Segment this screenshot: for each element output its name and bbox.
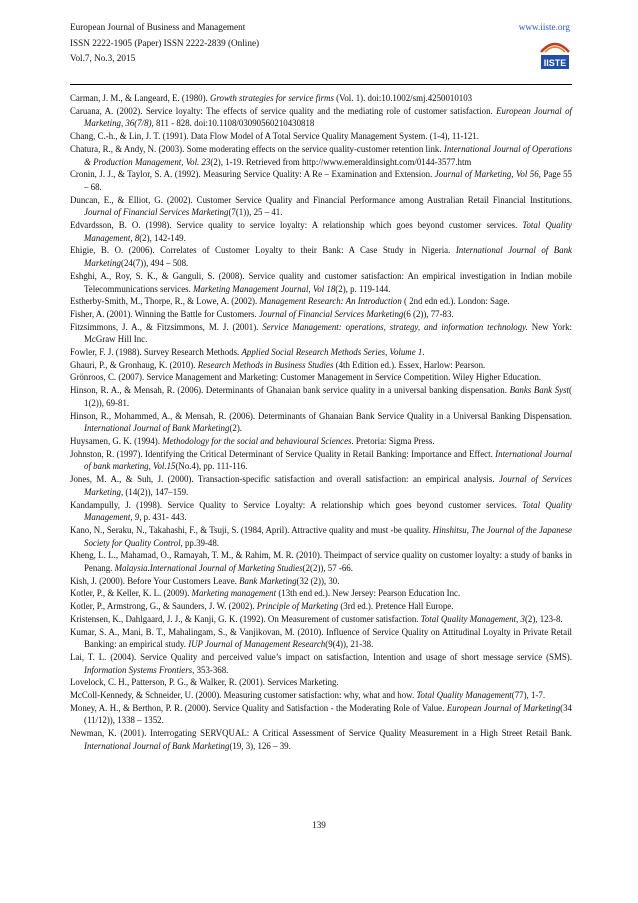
volume-line: Vol.7, No.3, 2015: [70, 53, 136, 64]
reference-entry: [70, 626, 572, 651]
reference-text: Kumar, S. A., Mani, B. T., Mahalingam, S., & Vanjikovan, M. (2010). Influence of Service Quality on Attitudinal Loyalty in Private Retail Banking: an empirical study.: [70, 626, 572, 650]
reference-text: (2), 1-19. Retrieved from http://www.emeraldinsight.com/0144-3577.htm: [210, 156, 472, 167]
reference-source-title: Principle of Marketing: [256, 601, 339, 612]
reference-list: [70, 92, 572, 753]
reference-text: Fisher, A. (2001). Winning the Battle for Customers.: [70, 308, 259, 319]
reference-source-title: Service Management: operations, strategy, and information technology.: [262, 321, 528, 332]
reference-entry: [70, 143, 572, 168]
reference-text: Lai, T. L. (2004). Service Quality and perceived value’s impact on satisfaction, Intention and usage of short message service (SMS).: [70, 651, 572, 662]
reference-entry: [70, 194, 572, 219]
issn-line: ISSN 2222-1905 (Paper) ISSN 2222-2839 (Online): [70, 37, 260, 48]
reference-source-title: Marketing management: [191, 588, 277, 599]
reference-text: Edvardsson, B. O. (1998). Service quality to service loyalty: A relationship which goes beyond customer services.: [70, 220, 523, 231]
reference-text: Estherby-Smith, M., Thorpe, R., & Lowe, A. (2002).: [70, 296, 260, 307]
reference-entry: [70, 575, 572, 588]
reference-text: Carman, J. M., & Langeard, E. (1980).: [70, 93, 210, 103]
reference-source-title: European Journal of Marketing: [446, 702, 561, 713]
reference-text: Eshghi, A., Roy, S. K., & Ganguli, S. (2008). Service quality and customer satisfaction: An empirical investigation in Indian mobile Telecommunications services.: [70, 270, 572, 294]
reference-source-title: Methodology for the social and behavioural Sciences.: [162, 435, 354, 446]
reference-text: (Vol. 1). doi:10.1002/smj.4250010103: [333, 93, 473, 103]
reference-source-title: European Journal of Marketing, 36(7/8): [84, 105, 572, 129]
reference-entry: [70, 702, 572, 727]
reference-source-title: Bank Marketing: [239, 575, 297, 586]
reference-text: New York: McGraw Hill Inc.: [84, 321, 572, 345]
reference-text: Chang, C.-h., & Lin, J. T. (1991). Data Flow Model of A Total Service Quality Management System. (1-4), 11-121.: [70, 131, 479, 142]
reference-source-title: Growth strategies for service firms: [210, 93, 334, 103]
reference-text: (2), 142-149.: [139, 232, 186, 243]
reference-text: , pp.39-48.: [180, 537, 220, 548]
reference-text: Newman, K. (2001). Interrogating SERVQUAL: A Critical Assessment of Service Quality Measurement in a High Street Retail Bank.: [70, 728, 572, 739]
reference-text: Kheng, L. L., Mahamad, O., Ramayah, T. M., & Rahim, M. R. (2010). Theimpact of service quality on customer loyalty: a study of banks in Penang.: [70, 550, 572, 574]
reference-text: Johnston, R. (1997). Identifying the Critical Determinant of Service Quality in Retail Banking: Importance and Effect.: [70, 448, 496, 459]
reference-text: Jones, M. A., & Suh, J. (2000). Transaction-specific satisfaction and overall satisfaction: an empirical analysis.: [70, 474, 500, 485]
reference-text: (24(7)), 494 – 508.: [120, 258, 189, 269]
reference-text: (2(2)), 57 -66.: [302, 563, 353, 574]
reference-entry: [70, 359, 572, 372]
reference-text: (13th end ed.). New Jersey: Pearson Education Inc.: [276, 588, 461, 599]
reference-text: , Page 55 – 68.: [84, 169, 572, 192]
reference-source-title: International Journal of Operations & Production Management, Vol. 23: [84, 143, 572, 167]
reference-entry: [70, 524, 572, 549]
reference-source-title: Total Quality Management: [416, 690, 512, 701]
reference-entry: [70, 244, 572, 269]
header-divider: [70, 84, 572, 85]
reference-source-title: Banks Bank Syst: [509, 385, 570, 396]
reference-text: (14(2)), 147–159.: [123, 486, 189, 497]
reference-text: Kotler, P., Armstrong, G., & Saunders, J. W. (2002).: [70, 601, 257, 612]
reference-entry: [70, 321, 572, 346]
reference-source-title: International Journal of Bank Marketing: [84, 245, 572, 269]
reference-entry: [70, 549, 572, 574]
reference-source-title: Journal of Financial Services Marketing: [84, 207, 229, 218]
reference-text: (4th Edition ed.). Essex, Harlow: Pearson.: [333, 359, 486, 370]
reference-entry: [70, 168, 572, 193]
reference-text: Hinson, R., Mohammed, A., & Mensah, R. (2006). Determinants of Ghanaian Bank Service Quality in a Universal Banking Dispensation.: [70, 410, 572, 421]
reference-source-title: Research Methods in Business Studies: [197, 359, 334, 370]
reference-text: (7(1)), 25 – 41.: [228, 207, 283, 218]
reference-entry: [70, 308, 572, 321]
reference-text: (34 (11/12)), 1338 – 1352.: [84, 702, 572, 726]
reference-text: Ghauri, P., & Gronhaug, K. (2010).: [70, 359, 198, 370]
reference-entry: [70, 676, 572, 689]
reference-text: Ehigie, B. O. (2006). Correlates of Customer Loyalty to their Bank: A Case Study in Nigeria.: [70, 245, 456, 256]
reference-text: Kristensen, K., Dahlgaard, J. J., & Kanji, G. K. (1992). On Measurement of customer satisfaction.: [70, 613, 421, 624]
reference-source-title: Journal of Marketing, Vol 56: [434, 169, 539, 180]
reference-source-title: Journal of Services Marketing,: [84, 474, 572, 497]
reference-source-title: International Journal of Bank Marketing: [84, 740, 230, 751]
reference-entry: [70, 689, 572, 702]
reference-text: Lovelock, C. H., Patterson, P. G., & Walker, R. (2001). Services Marketing.: [70, 677, 339, 688]
reference-entry: [70, 499, 572, 524]
reference-entry: [70, 435, 572, 448]
reference-source-title: Applied Social Research Methods Series, Volume 1: [241, 347, 423, 358]
reference-text: Cronin, J. J., & Taylor, S. A. (1992). Measuring Service Quality: A Re – Examination and Extension.: [70, 169, 435, 180]
page-header: [70, 20, 570, 67]
reference-text: (9(4)), 21-38.: [325, 639, 374, 650]
reference-text: Kotler, P., & Keller, K. L. (2009).: [70, 588, 192, 599]
reference-source-title: Information Systems Frontiers: [84, 664, 193, 675]
reference-text: Duncan, E., & Elliot, G. (2002). Customer Service Quality and Financial Performance among Australian Retail Financial Institutions.: [70, 194, 572, 205]
reference-entry: [70, 130, 572, 143]
reference-text: McColl-Kennedy, & Schneider, U. (2000). Measuring customer satisfaction: why, what and how.: [70, 690, 417, 701]
reference-entry: [70, 219, 572, 244]
reference-source-title: International Journal of Bank Marketing: [84, 423, 230, 434]
reference-text: (No.4), pp. 111-116.: [175, 461, 248, 472]
reference-entry: [70, 410, 572, 435]
reference-entry: [70, 92, 572, 105]
page-number: 139: [312, 820, 326, 830]
reference-text: Caruana, A. (2002). Service loyalty: The effects of service quality and the mediating role of customer satisfaction.: [70, 105, 497, 116]
reference-source-title: Hinshitsu, The Journal of the Japanese Society for Quality Control: [84, 524, 572, 548]
reference-source-title: Total Quality Management, 8: [84, 220, 572, 243]
reference-source-title: Management Research: An Introduction: [259, 296, 402, 307]
reference-text: (2).: [229, 423, 243, 434]
reference-entry: [70, 448, 572, 473]
reference-text: Pretoria: Sigma Press.: [353, 435, 435, 446]
reference-text: Fitzsimmons, J. A., & Fitzsimmons, M. J. (2001).: [70, 321, 263, 332]
reference-entry: [70, 371, 572, 384]
reference-entry: [70, 600, 572, 613]
reference-text: (32 (2)), 30.: [296, 575, 340, 586]
reference-source-title: Total Quality Management, 9: [84, 499, 572, 523]
reference-text: , 811 - 828. doi:10.1108/03090560210430818: [151, 118, 315, 129]
reference-text: Kano, N., Seraku, N., Takahashi, F., & Tsuji, S. (1984, April). Attractive quality and must -be quality.: [70, 524, 433, 535]
reference-text: , 353-368.: [192, 664, 229, 675]
reference-source-title: Malaysia.International Journal of Marketing Studies: [114, 563, 303, 574]
reference-entry: [70, 105, 572, 130]
reference-text: Hinson, R. A., & Mensah, R. (2006). Determinants of Ghanaian bank service quality in a universal banking dispensation.: [70, 385, 510, 396]
reference-text: Kish, J. (2000). Before Your Customers Leave.: [70, 575, 240, 586]
reference-text: Fowler, F. J. (1988). Survey Research Methods.: [70, 347, 242, 358]
reference-source-title: Journal of Financial Services Marketing: [258, 308, 404, 319]
journal-url-link[interactable]: www.iiste.org: [518, 22, 570, 32]
reference-entry: [70, 727, 572, 752]
reference-source-title: Marketing Management Journal, Vol 18: [193, 283, 336, 294]
reference-text: Grönroos, C. (2007). Service Management and Marketing: Customer Management in Service Competition. Wiley Higher Education.: [70, 372, 541, 383]
reference-source-title: International Journal of bank marketing, Vol.15: [84, 448, 572, 472]
reference-text: (77), 1-7.: [511, 690, 546, 701]
reference-source-title: IUP Journal of Management Research: [188, 639, 326, 650]
reference-text: (3rd ed.). Pretence Hall Europe.: [338, 601, 454, 612]
journal-name: European Journal of Business and Management: [70, 22, 246, 32]
reference-text: (6 (2)), 77-83.: [403, 308, 454, 319]
svg-text:IISTE: IISTE: [543, 58, 567, 68]
reference-entry: [70, 587, 572, 600]
reference-entry: [70, 473, 572, 498]
reference-source-title: Total Quality Management, 3: [420, 613, 525, 624]
reference-entry: [70, 295, 572, 308]
reference-text: .: [422, 347, 425, 358]
reference-text: (2), 123-8.: [524, 613, 563, 624]
iiste-logo-icon: [538, 38, 572, 72]
reference-entry: [70, 384, 572, 409]
reference-text: ( 1(2)), 69-81.: [84, 385, 572, 408]
reference-entry: [70, 346, 572, 359]
reference-text: (2), p. 119-144.: [335, 283, 391, 294]
reference-text: ( 2nd edn ed.). London: Sage.: [401, 296, 510, 307]
reference-entry: [70, 613, 572, 626]
reference-entry: [70, 270, 572, 295]
reference-text: (19, 3), 126 – 39.: [229, 740, 291, 751]
reference-text: Kandampully, J. (1998). Service Quality to Service Loyalty: A relationship which goes beyond customer services.: [70, 499, 523, 510]
reference-entry: [70, 651, 572, 676]
reference-text: Money, A. H., & Berthon, P. R. (2000). Service Quality and Satisfaction - the Moderating Role of Value.: [70, 702, 447, 713]
reference-text: Huysamen, G. K. (1994).: [70, 435, 163, 446]
reference-text: , p. 431- 443.: [139, 512, 187, 523]
reference-text: Chatura, R., & Andy, N. (2003). Some moderating effects on the service quality-customer retention link.: [70, 143, 444, 154]
